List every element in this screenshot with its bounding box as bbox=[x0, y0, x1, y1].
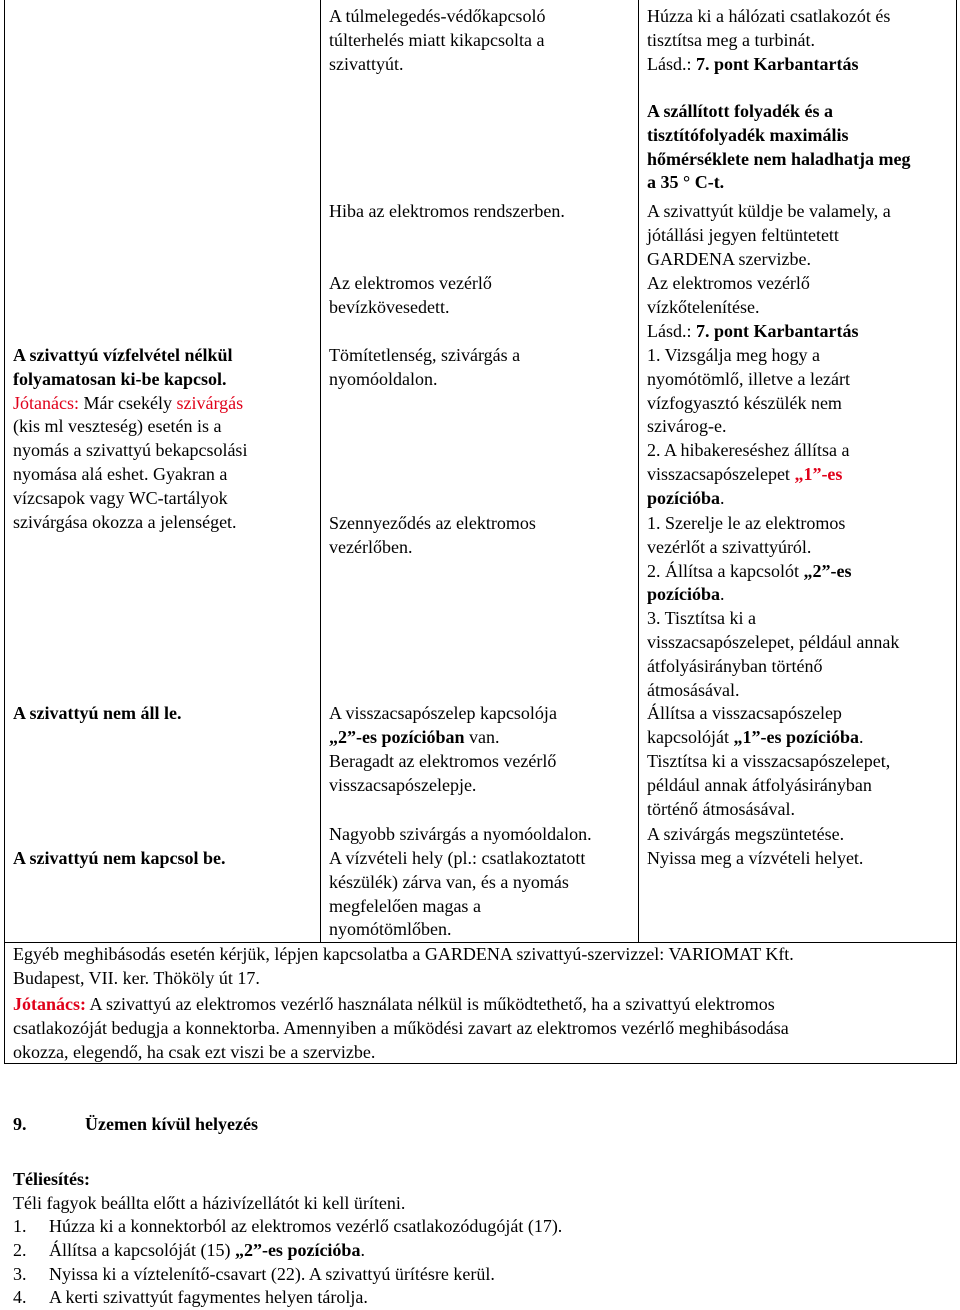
cause-stuck-valve: Beragadt az elektromos vezérlő visszacsapószelepje. bbox=[329, 751, 557, 795]
list-item: 1. Húzza ki a konnektorból az elektromos vezérlő csatlakozódugóját (17). bbox=[13, 1216, 563, 1236]
list-item: 4. A kerti szivattyút fagymentes helyen tárolja. bbox=[13, 1287, 368, 1307]
symptom-not-stopping: A szivattyú nem áll le. bbox=[13, 703, 182, 723]
column-divider bbox=[320, 0, 321, 942]
section-number: 9. bbox=[13, 1114, 27, 1134]
remedy-electrical-fault: A szivattyút küldje be valamely, a jótállási jegyen feltüntetett GARDENA szervizbe. bbox=[647, 201, 891, 269]
service-note: Egyéb meghibásodás esetén kérjük, lépjen kapcsolatba a GARDENA szivattyú-szervizzel: VARIOMAT Kft. Budapest, VII. ker. Thököly út 17. bbox=[13, 944, 794, 988]
remedy-leak: 1. Vizsgálja meg hogy a nyomótömlő, illetve a lezárt vízfogyasztó készülék nem szivárog-e. 2. A hibakereséshez állítsa a visszacsapószelepet „1”-es pozícióba. bbox=[647, 345, 850, 508]
remedy-calcified: Az elektromos vezérlő vízkőtelenítése. Lásd.: 7. pont Karbantartás bbox=[647, 273, 859, 341]
column-divider bbox=[638, 0, 639, 942]
cause-big-leak: Nagyobb szivárgás a nyomóoldalon. bbox=[329, 824, 592, 844]
cause-tap-closed: A vízvételi hely (pl.: csatlakoztatott készülék) zárva van, és a nyomás megfelelően magas a nyomótömlőben. bbox=[329, 848, 586, 940]
cause-leak: Tömítetlenség, szivárgás a nyomóoldalon. bbox=[329, 345, 521, 389]
remedy-max-temperature: A szállított folyadék és a tisztítófolyadék maximális hőmérséklete nem haladhatja meg a 35 ° C-t. bbox=[647, 101, 911, 193]
winterizing-intro: Téli fagyok beállta előtt a házivízellátót ki kell üríteni. bbox=[13, 1193, 406, 1213]
remedy-overheat: Húzza ki a hálózati csatlakozót és tisztítsa meg a turbinát. Lásd.: 7. pont Karbantartás bbox=[647, 6, 891, 74]
cause-valve-switch: A visszacsapószelep kapcsolója „2”-es pozícióban van. bbox=[329, 703, 557, 747]
section-heading bbox=[13, 1113, 258, 1137]
cause-overheat: A túlmelegedés-védőkapcsoló túlterhelés miatt kikapcsolta a szivattyút. bbox=[329, 6, 546, 74]
cause-dirt: Szennyeződés az elektromos vezérlőben. bbox=[329, 513, 536, 557]
remedy-dirt: 1. Szerelje le az elektromos vezérlőt a szivattyúról. 2. Állítsa a kapcsolót „2”-es pozícióba. 3. Tisztítsa ki a visszacsapószelepet, például annak átfolyásirányban történő átmosásával. bbox=[647, 513, 900, 700]
remedy-tap-closed: Nyissa meg a vízvételi helyet. bbox=[647, 848, 864, 868]
remedy-big-leak: A szivárgás megszüntetése. bbox=[647, 824, 845, 844]
cause-electrical-fault: Hiba az elektromos rendszerben. bbox=[329, 201, 565, 221]
symptom-not-starting: A szivattyú nem kapcsol be. bbox=[13, 848, 226, 868]
section-title: Üzemen kívül helyezés bbox=[85, 1114, 258, 1134]
remedy-stuck-valve: Tisztítsa ki a visszacsapószelepet, például annak átfolyásirányban történő átmosásával. bbox=[647, 751, 891, 819]
symptom-cycling: A szivattyú vízfelvétel nélkül folyamatosan ki-be kapcsol. Jótanács: Már csekély szivárgás (kis ml veszteség) esetén is a nyomás a szivattyú bekapcsolási nyomása alá eshet. Gyakran a vízcsapok vagy WC-tartályok szivárgása okozza a jelenséget. bbox=[13, 345, 248, 532]
subheading: Téliesítés: bbox=[13, 1169, 90, 1189]
cause-calcified: Az elektromos vezérlő bevízkövesedett. bbox=[329, 273, 492, 317]
tip-note: Jótanács: A szivattyú az elektromos vezérlő használata nélkül is működtethető, ha a szivattyú elektromos csatlakozóját bedugja a konnektorba. Amennyiben a működési zavart az elektromos vezérlő meghibásodása okozza, elegendő, ha csak ezt viszi be a szervizbe. bbox=[13, 994, 789, 1062]
remedy-valve-switch: Állítsa a visszacsapószelep kapcsolóját „1”-es pozícióba. bbox=[647, 703, 864, 747]
list-item: 3. Nyissa ki a víztelenítő-csavart (22). A szivattyú ürítésre kerül. bbox=[13, 1264, 495, 1284]
list-item: 2. Állítsa a kapcsolóját (15) „2”-es pozícióba. bbox=[13, 1240, 365, 1260]
